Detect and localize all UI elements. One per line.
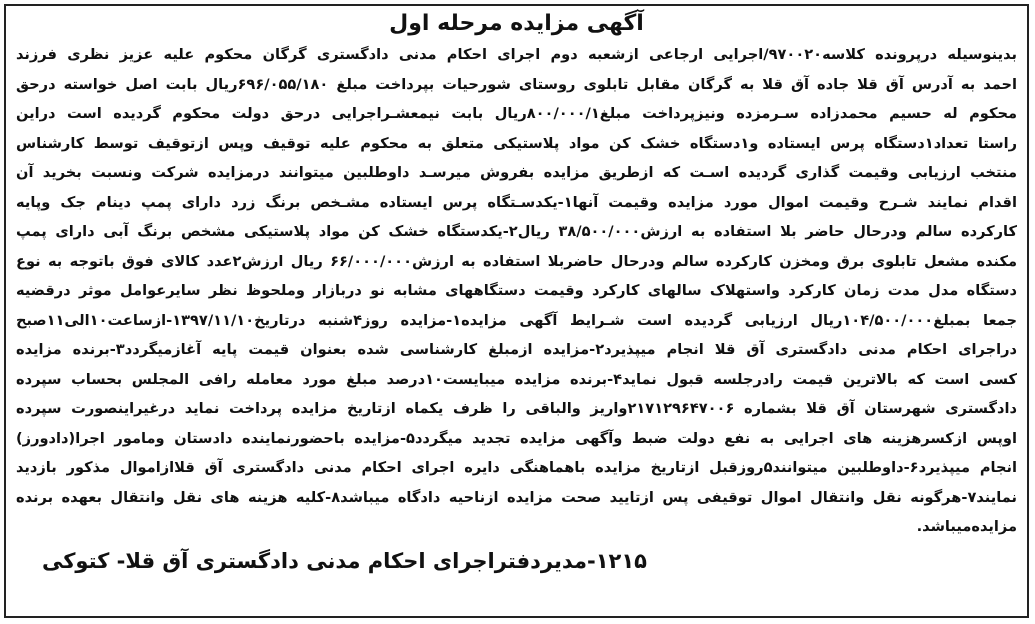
notice-line: اقدام نمایند شـرح وقیمت اموال مورد مزایده وقیمت آنها۱-یکدسـتگاه پرس ایستاده مشـخص برنگ زرد دارای پمپ دینام جک وپایه <box>16 193 1017 211</box>
notice-line: محکوم له حسیم محمدزاده سـرمزده ونیزپرداخت مبلغ۸۰۰/۰۰۰/۱ریال بابت نیمعشـراجرایی درحق دولت محکوم گردیده است دراین <box>16 105 1017 122</box>
notice-line: کسی است که بالاترین قیمت رادرجلسه قبول نماید۴-برنده مزایده میبایست۱۰درصد مبلغ مورد معامله رافی المجلس بحساب سپرده <box>16 370 1017 388</box>
notice-line: نمایند۷-هرگونه نقل وانتقال اموال توقیفی پس ازتایید صحت مزایده ازناحیه دادگاه میباشد۸-کلیه هزینه های نقل وانتقال بعهده برنده <box>16 488 1017 506</box>
notice-line: مکنده مشعل تابلوی برق ومخزن کارکرده سالم ودرحال حاضربلا استفاده به ارزش۶۶/۰۰۰/۰۰۰ ریال ارزش۲عدد کالای فوق باتوجه به نوع <box>16 252 1017 270</box>
notice-line: دادگستری شهرستان آق قلا بشماره ۲۱۷۱۲۹۶۴۷۰۰۶واریز والباقی را ظرف یکماه ازتاریخ مزایده پرداخت نماید درغیراینصورت سپرده <box>16 400 1017 417</box>
notice-line: کارکرده سالم ودرحال حاضر بلا استفاده به ارزش۳۸/۵۰۰/۰۰۰ ریال۲-یکدستگاه خشک کن مواد پلاستیکی مشخص برنگ آبی دارای پمپ <box>16 223 1017 240</box>
notice-frame <box>4 4 1029 618</box>
notice-line: دستگاه مدل مدت زمان کارکرد واستهلاک سالهای کارکرد وقیمت دستگاههای مشابه نو دربازار وملحوظ نظر سایرعوامل موثر درقضیه <box>16 282 1017 299</box>
notice-line: جمعا بمبلغ۱۰۴/۵۰۰/۰۰۰ریال ارزیابی گردیده است شـرایط آگهی مزایده۱-مزایده روز۴شنبه درتاریخ۱۳۹۷/۱۱/۱۰-ازساعت۱۰الی۱۱صبح <box>16 311 1017 329</box>
notice-line: دراجرای احکام مدنی دادگستری آق قلا انجام میپذیرد۲-مزایده ازمبلغ کارشناسی شده بعنوان قیمت پایه آغازمیگردد۳-برنده مزایده <box>16 341 1017 358</box>
notice-line: انجام میپذیرد۶-داوطلبین میتوانند۵روزقبل ازتاریخ مزایده باهماهنگی دایره اجرای احکام مدنی دادگستری آق قلاازاموال مذکور بازدید <box>16 459 1017 476</box>
notice-signature: ۱۲۱۵-مدیردفتراجرای احکام مدنی دادگستری آق قلا- کتوکی <box>41 548 647 573</box>
notice-line: راستا تعداد۱دستگاه پرس ایستاده و۱دستگاه خشک کن مواد پلاستیکی متعلق به محکوم علیه توقیف وپس ازتوقیف توسط کارشناس <box>16 134 1017 152</box>
notice-body <box>6 40 1027 542</box>
notice-line: احمد به آدرس آق قلا جاده آق قلا به گرگان مقابل تابلوی روستای شورحیات بپرداخت مبلغ ۶۹۶/۰۵۵/۱۸۰ریال بابت اصل خواسته درحق <box>16 75 1017 93</box>
notice-line: اوپس ازکسرهزینه های اجرایی به نفع دولت ضبط وآگهی مزایده تجدید میگردد۵-مزایده باحضورنماینده دادستان ومامور اجرا(دادورز) <box>16 429 1017 447</box>
notice-title: آگهی مزایده مرحله اول <box>389 11 644 36</box>
notice-line: بدینوسیله درپرونده کلاسه۹۷۰۰۲۰/اجرایی ارجاعی ازشعبه دوم اجرای احکام مدنی دادگستری گرگان محکوم علیه عزیز نظری فرزند <box>16 46 1017 63</box>
notice-line: منتخب ارزیابی وقیمت گذاری گردیده اسـت که ازطریق مزایده بفروش میرسـد داوطلبین میتوانند درمزایده شرکت ونسبت بخرید آن <box>16 164 1017 181</box>
notice-line: مزایده‌میباشد. <box>916 518 1017 535</box>
